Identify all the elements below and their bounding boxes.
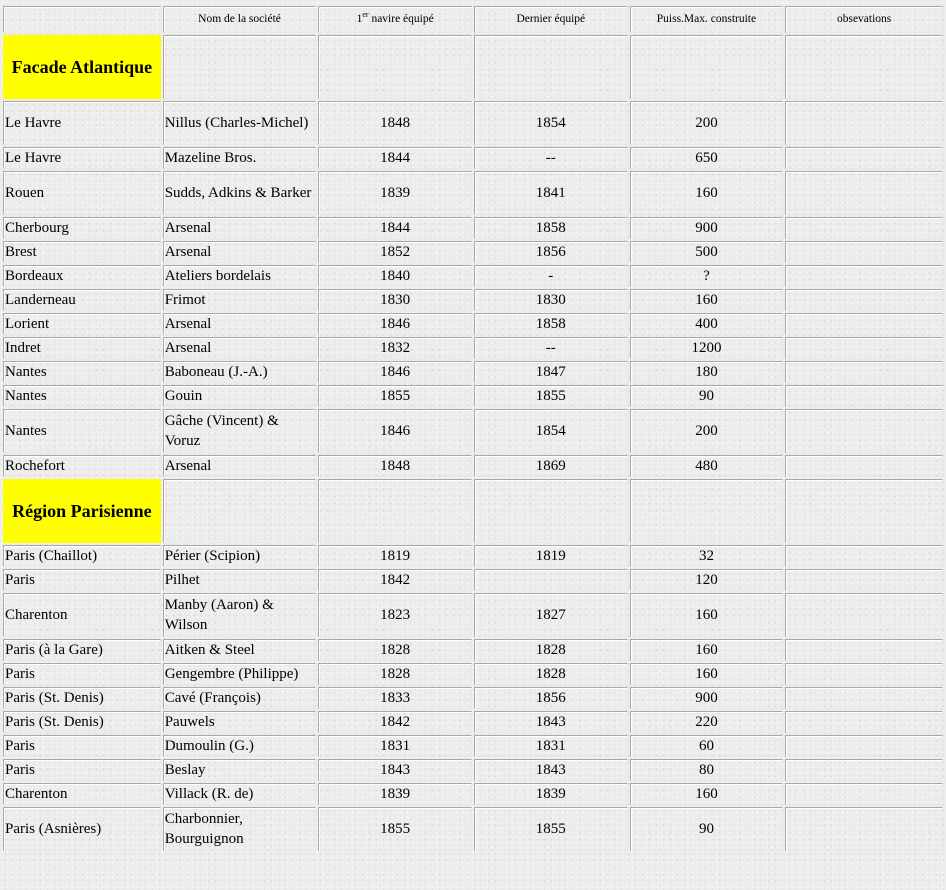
cell-max-power: 90 (630, 807, 784, 851)
header-company: Nom de la société (163, 6, 317, 33)
cell-max-power: 120 (630, 569, 784, 591)
cell-first-ship: 1844 (318, 217, 472, 239)
cell-first-ship: 1819 (318, 545, 472, 567)
cell-last-ship: 1855 (474, 807, 628, 851)
cell-company: Arsenal (163, 337, 317, 359)
cell-last-ship: 1854 (474, 101, 628, 145)
cell-first-ship: 1831 (318, 735, 472, 757)
cell-last-ship: - (474, 265, 628, 287)
table-row (3, 807, 943, 851)
cell-company: Cavé (François) (163, 687, 317, 709)
cell-company: Gengembre (Philippe) (163, 663, 317, 685)
cell-first-ship: 1846 (318, 361, 472, 383)
cell-location: Charenton (3, 783, 161, 805)
cell-company: Gouin (163, 385, 317, 407)
cell-last-ship: 1854 (474, 409, 628, 453)
cell-last-ship: 1827 (474, 593, 628, 637)
cell-max-power: 160 (630, 171, 784, 215)
cell-observations (785, 265, 943, 287)
cell-observations (785, 147, 943, 169)
cell-first-ship: 1848 (318, 101, 472, 145)
cell-company: Beslay (163, 759, 317, 781)
region-header-row (3, 479, 943, 543)
table-row (3, 639, 943, 661)
cell-observations (785, 217, 943, 239)
cell-max-power: 200 (630, 409, 784, 453)
cell-last-ship: 1847 (474, 361, 628, 383)
table-row (3, 313, 943, 335)
cell-last-ship: 1841 (474, 171, 628, 215)
cell-location: Landerneau (3, 289, 161, 311)
header-first-ship-post: navire équipé (368, 13, 434, 25)
header-row (3, 6, 943, 33)
cell-first-ship: 1848 (318, 455, 472, 477)
cell-first-ship: 1842 (318, 569, 472, 591)
cell-location: Le Havre (3, 147, 161, 169)
cell-first-ship: 1839 (318, 171, 472, 215)
region-label: Facade Atlantique (3, 35, 161, 99)
cell-location: Paris (3, 735, 161, 757)
table-row (3, 101, 943, 145)
cell-observations (785, 807, 943, 851)
table-row (3, 217, 943, 239)
empty-cell (318, 479, 472, 543)
cell-observations (785, 409, 943, 453)
cell-last-ship: 1843 (474, 759, 628, 781)
cell-last-ship: 1831 (474, 735, 628, 757)
table-row (3, 759, 943, 781)
cell-company: Ateliers bordelais (163, 265, 317, 287)
cell-observations (785, 545, 943, 567)
cell-company: Dumoulin (G.) (163, 735, 317, 757)
empty-cell (785, 35, 943, 99)
cell-max-power: 900 (630, 217, 784, 239)
cell-location: Indret (3, 337, 161, 359)
table-row (3, 289, 943, 311)
cell-first-ship: 1840 (318, 265, 472, 287)
cell-company: Arsenal (163, 313, 317, 335)
cell-first-ship: 1852 (318, 241, 472, 263)
cell-company: Baboneau (J.-A.) (163, 361, 317, 383)
table-row (3, 735, 943, 757)
header-first-ship-sup: er (362, 10, 369, 20)
cell-first-ship: 1828 (318, 639, 472, 661)
cell-location: Nantes (3, 361, 161, 383)
cell-company: Arsenal (163, 455, 317, 477)
region-header-row (3, 35, 943, 99)
cell-max-power: 650 (630, 147, 784, 169)
cell-company: Gâche (Vincent) & Voruz (163, 409, 317, 453)
shipbuilders-table (1, 4, 945, 853)
empty-cell (474, 35, 628, 99)
cell-first-ship: 1832 (318, 337, 472, 359)
cell-last-ship: 1830 (474, 289, 628, 311)
cell-company: Arsenal (163, 241, 317, 263)
cell-location: Paris (St. Denis) (3, 687, 161, 709)
cell-observations (785, 361, 943, 383)
table-row (3, 171, 943, 215)
cell-first-ship: 1842 (318, 711, 472, 733)
cell-observations (785, 241, 943, 263)
cell-last-ship: 1869 (474, 455, 628, 477)
cell-max-power: 480 (630, 455, 784, 477)
cell-observations (785, 101, 943, 145)
table-row (3, 569, 943, 591)
table-row (3, 147, 943, 169)
cell-location: Paris (3, 759, 161, 781)
cell-observations (785, 313, 943, 335)
cell-observations (785, 455, 943, 477)
cell-location: Paris (St. Denis) (3, 711, 161, 733)
cell-first-ship: 1855 (318, 385, 472, 407)
cell-company: Arsenal (163, 217, 317, 239)
empty-cell (163, 35, 317, 99)
cell-observations (785, 289, 943, 311)
cell-first-ship: 1823 (318, 593, 472, 637)
cell-observations (785, 171, 943, 215)
empty-cell (318, 35, 472, 99)
table-row (3, 385, 943, 407)
cell-first-ship: 1833 (318, 687, 472, 709)
cell-max-power: 160 (630, 593, 784, 637)
cell-company: Pauwels (163, 711, 317, 733)
table-row (3, 663, 943, 685)
cell-company: Mazeline Bros. (163, 147, 317, 169)
cell-location: Paris (3, 569, 161, 591)
cell-company: Périer (Scipion) (163, 545, 317, 567)
cell-location: Paris (à la Gare) (3, 639, 161, 661)
cell-max-power: 160 (630, 289, 784, 311)
cell-location: Lorient (3, 313, 161, 335)
cell-last-ship: 1855 (474, 385, 628, 407)
table-row (3, 337, 943, 359)
cell-last-ship: -- (474, 147, 628, 169)
cell-observations (785, 735, 943, 757)
cell-observations (785, 711, 943, 733)
cell-last-ship (474, 569, 628, 591)
table-row (3, 265, 943, 287)
cell-location: Rouen (3, 171, 161, 215)
cell-company: Nillus (Charles-Michel) (163, 101, 317, 145)
cell-last-ship: 1828 (474, 663, 628, 685)
cell-observations (785, 783, 943, 805)
cell-company: Villack (R. de) (163, 783, 317, 805)
cell-observations (785, 759, 943, 781)
cell-last-ship: 1828 (474, 639, 628, 661)
cell-company: Sudds, Adkins & Barker (163, 171, 317, 215)
empty-cell (785, 479, 943, 543)
header-observations: obsevations (785, 6, 943, 33)
cell-max-power: 160 (630, 639, 784, 661)
cell-first-ship: 1844 (318, 147, 472, 169)
cell-company: Frimot (163, 289, 317, 311)
cell-observations (785, 639, 943, 661)
cell-last-ship: 1843 (474, 711, 628, 733)
cell-location: Paris (Asnières) (3, 807, 161, 851)
cell-first-ship: 1828 (318, 663, 472, 685)
cell-observations (785, 569, 943, 591)
cell-first-ship: 1855 (318, 807, 472, 851)
cell-observations (785, 687, 943, 709)
empty-cell (474, 479, 628, 543)
cell-first-ship: 1830 (318, 289, 472, 311)
cell-max-power: 500 (630, 241, 784, 263)
cell-company: Manby (Aaron) & Wilson (163, 593, 317, 637)
cell-company: Pilhet (163, 569, 317, 591)
cell-max-power: 80 (630, 759, 784, 781)
cell-last-ship: 1819 (474, 545, 628, 567)
cell-location: Nantes (3, 409, 161, 453)
cell-observations (785, 385, 943, 407)
cell-max-power: ? (630, 265, 784, 287)
cell-observations (785, 337, 943, 359)
cell-first-ship: 1846 (318, 409, 472, 453)
region-label: Région Parisienne (3, 479, 161, 543)
table-body (3, 35, 943, 851)
header-last-ship: Dernier équipé (474, 6, 628, 33)
cell-last-ship: 1856 (474, 241, 628, 263)
cell-first-ship: 1846 (318, 313, 472, 335)
header-first-ship-pre: 1 (356, 13, 363, 25)
cell-max-power: 220 (630, 711, 784, 733)
cell-location: Nantes (3, 385, 161, 407)
cell-max-power: 400 (630, 313, 784, 335)
cell-location: Paris (Chaillot) (3, 545, 161, 567)
cell-max-power: 900 (630, 687, 784, 709)
table-row (3, 593, 943, 637)
cell-company: Aitken & Steel (163, 639, 317, 661)
cell-location: Paris (3, 663, 161, 685)
cell-last-ship: 1858 (474, 217, 628, 239)
cell-last-ship: 1839 (474, 783, 628, 805)
cell-location: Rochefort (3, 455, 161, 477)
cell-last-ship: 1858 (474, 313, 628, 335)
table-row (3, 545, 943, 567)
cell-location: Brest (3, 241, 161, 263)
table-row (3, 455, 943, 477)
cell-first-ship: 1839 (318, 783, 472, 805)
cell-company: Charbonnier, Bourguignon (163, 807, 317, 851)
cell-location: Charenton (3, 593, 161, 637)
table-row (3, 241, 943, 263)
cell-location: Le Havre (3, 101, 161, 145)
cell-last-ship: 1856 (474, 687, 628, 709)
table-row (3, 687, 943, 709)
cell-max-power: 180 (630, 361, 784, 383)
cell-last-ship: -- (474, 337, 628, 359)
table-row (3, 361, 943, 383)
header-location (3, 6, 161, 33)
table-row (3, 409, 943, 453)
cell-max-power: 90 (630, 385, 784, 407)
cell-max-power: 200 (630, 101, 784, 145)
cell-max-power: 32 (630, 545, 784, 567)
table-row (3, 711, 943, 733)
cell-max-power: 1200 (630, 337, 784, 359)
cell-location: Bordeaux (3, 265, 161, 287)
cell-max-power: 160 (630, 663, 784, 685)
cell-observations (785, 593, 943, 637)
header-max-power: Puiss.Max. construite (630, 6, 784, 33)
cell-observations (785, 663, 943, 685)
empty-cell (163, 479, 317, 543)
cell-max-power: 60 (630, 735, 784, 757)
empty-cell (630, 35, 784, 99)
empty-cell (630, 479, 784, 543)
cell-max-power: 160 (630, 783, 784, 805)
header-first-ship (318, 6, 472, 33)
cell-first-ship: 1843 (318, 759, 472, 781)
cell-location: Cherbourg (3, 217, 161, 239)
table-row (3, 783, 943, 805)
